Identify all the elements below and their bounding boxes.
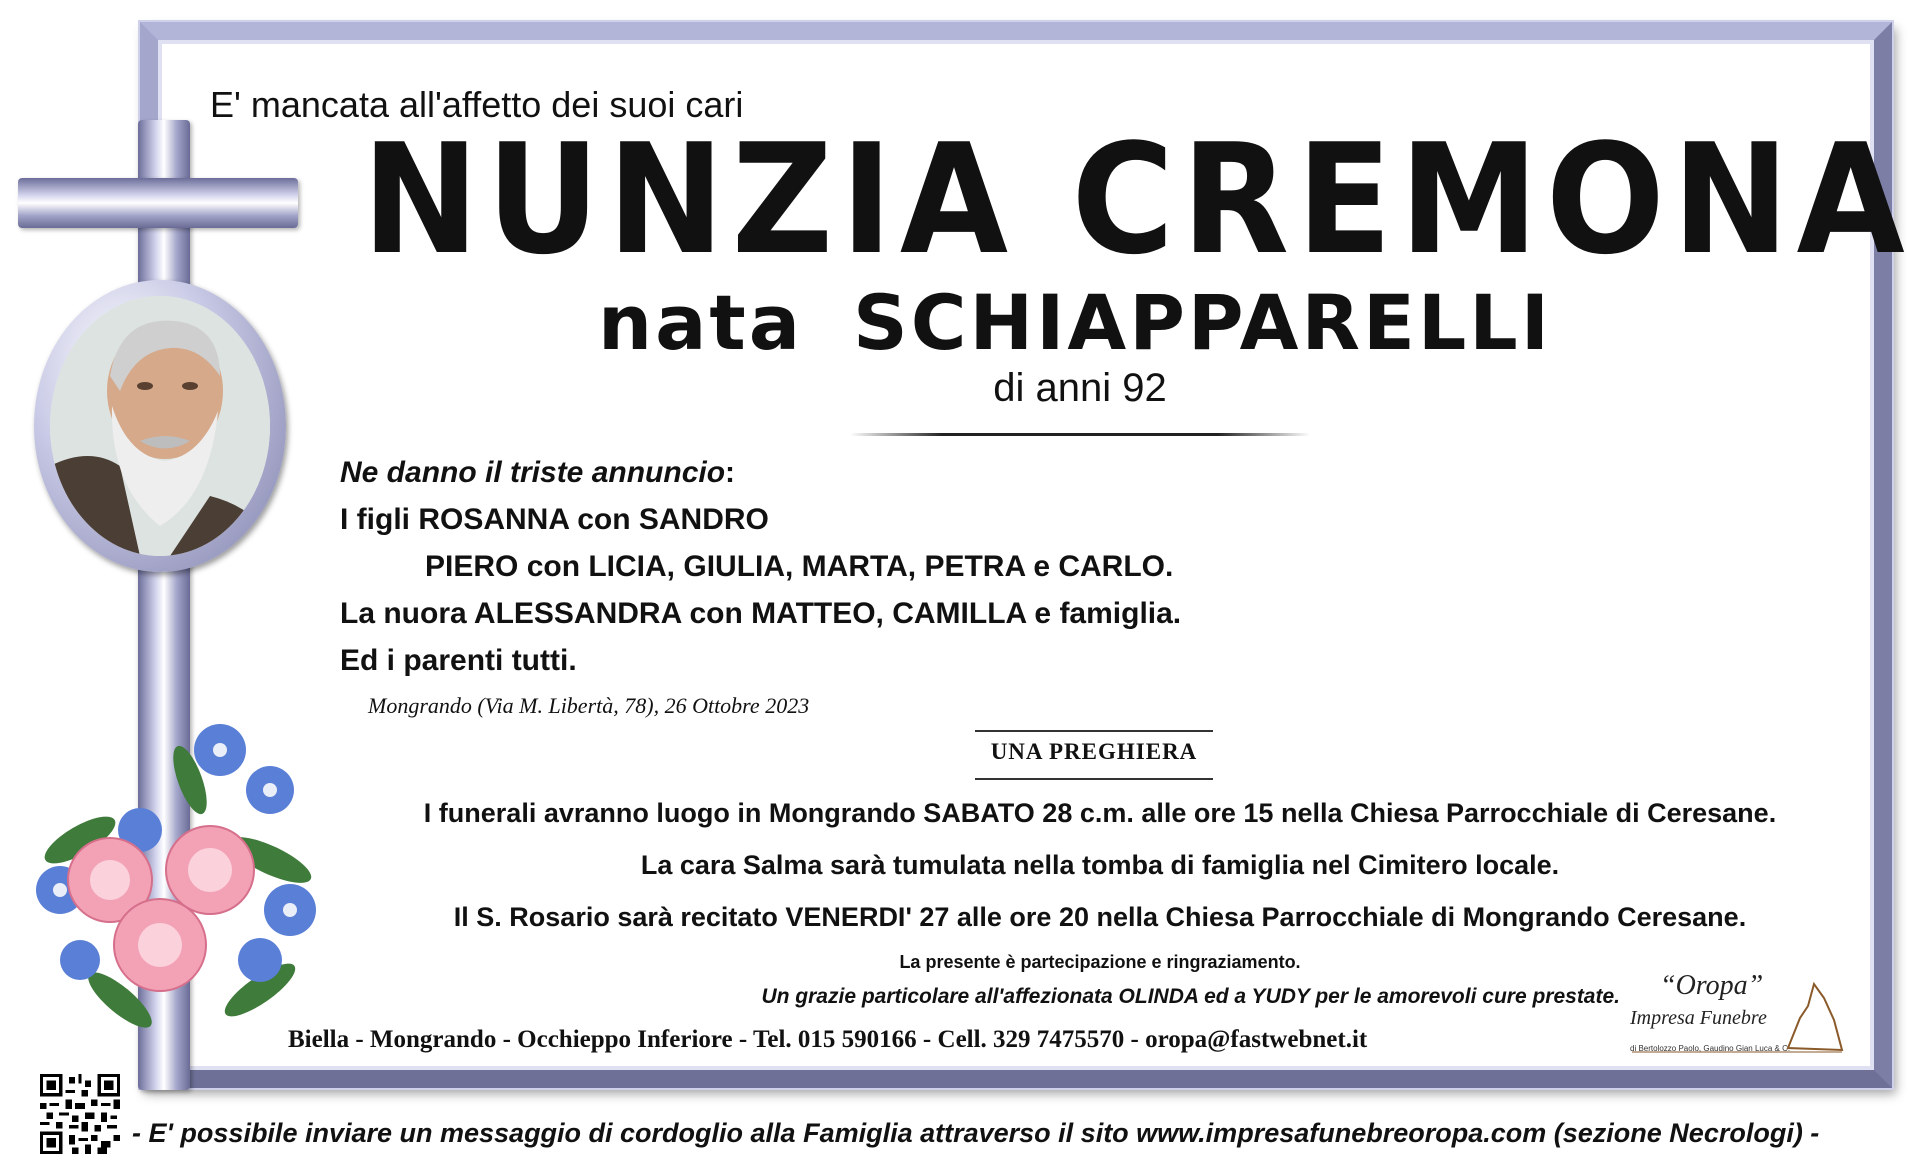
announcement-line: PIERO con LICIA, GIULIA, MARTA, PETRA e CARLO. <box>425 550 1174 583</box>
announcement-lead-text: Ne danno il triste annuncio <box>340 456 726 489</box>
saint-portrait <box>50 296 270 556</box>
funeral-line: La cara Salma sarà tumulata nella tomba di famiglia nel Cimitero locale. <box>640 850 1560 880</box>
agency-contacts: Biella - Mongrando - Occhieppo Inferiore - Tel. 015 590166 - Cell. 329 7475570 - oropa@fastwebnet.it <box>288 1026 1368 1053</box>
logo-name: “Oropa” <box>1660 970 1764 1001</box>
logo-subtitle: Impresa Funebre <box>1630 1007 1767 1029</box>
qr-code-icon[interactable] <box>40 1074 120 1154</box>
age-text: di anni 92 <box>993 366 1167 410</box>
footer-message: - E' possibile inviare un messaggio di cordoglio alla Famiglia attraverso il sito www.impresafunebreoropa.com (sezione Necrologi) - <box>132 1118 1820 1148</box>
cross-bar <box>18 178 298 228</box>
announcement-line: I figli ROSANNA con SANDRO <box>340 503 769 536</box>
place-date: Mongrando (Via M. Libertà, 78), 26 Ottobre 2023 <box>368 693 810 718</box>
announcement-line: Ed i parenti tutti. <box>340 644 577 677</box>
intro-text: E' mancata all'affetto dei suoi cari <box>210 84 744 125</box>
announcement-lead <box>340 456 735 490</box>
funeral-line: Il S. Rosario sarà recitato VENERDI' 27 alle ore 20 nella Chiesa Parrocchiale di Mongrando Ceresane. <box>453 902 1747 932</box>
flower-bouquet <box>20 720 350 1050</box>
prayer-heading: UNA PREGHIERA <box>990 739 1198 764</box>
maiden-name-line <box>300 278 1850 367</box>
logo-owners: di Bertolozzo Paolo, Gaudino Gian Luca & C. <box>1630 1044 1791 1053</box>
announcement-lead-colon: : <box>725 456 736 489</box>
funeral-line: I funerali avranno luogo in Mongrando SABATO 28 c.m. alle ore 15 nella Chiesa Parrocchiale di Ceresane. <box>423 798 1777 828</box>
announcement-line: La nuora ALESSANDRA con MATTEO, CAMILLA e famiglia. <box>340 597 1182 630</box>
thanks-note: La presente è partecipazione e ringraziamento. <box>899 952 1301 972</box>
maiden-surname: SCHIAPPARELLI <box>852 278 1553 367</box>
special-thanks: Un grazie particolare all'affezionata OLINDA ed a YUDY per le amorevoli cure prestate. <box>761 985 1620 1008</box>
deceased-name: NUNZIA CREMONA <box>362 111 1913 288</box>
born-prefix: nata <box>597 278 803 367</box>
divider <box>850 433 1310 436</box>
